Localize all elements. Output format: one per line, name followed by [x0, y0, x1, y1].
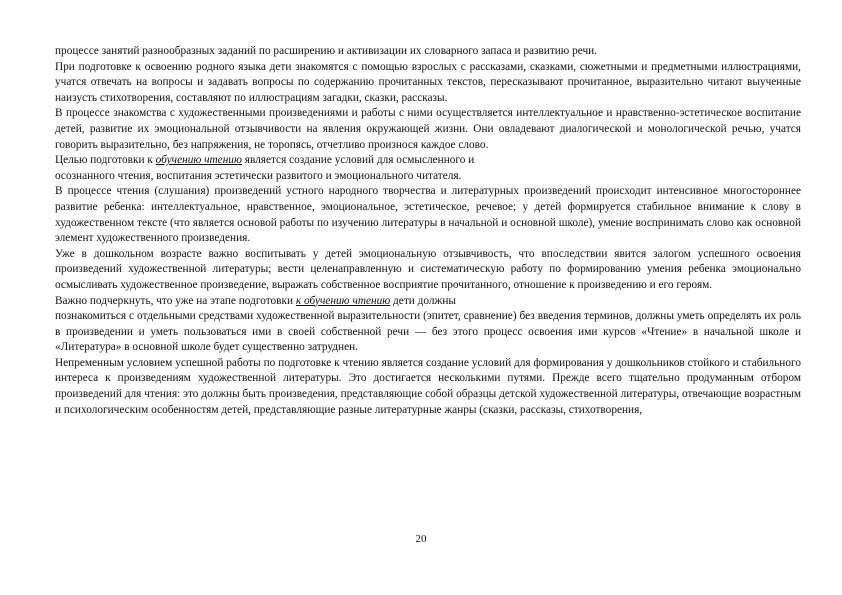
- paragraph-3: В процессе знакомства с художественными произведениями и работы с ними осуществляется интеллектуальное и нравственно-эстетическое воспитание детей, развитие их эмоциональной отзывчивости на явления окружающей жизни. Они овладевают диалогической и монологической речью, учатся говорить выразительно, без напряжения, не торопясь, отчетливо произнося каждое слово.: [55, 107, 801, 151]
- body-text: [55, 44, 801, 418]
- page-number: 20: [415, 533, 427, 545]
- paragraph-4-lead: Целью подготовки к: [55, 154, 156, 167]
- paragraph-1: процессе занятий разнообразных заданий по расширению и активизации их словарного запаса и развитию речи.: [55, 45, 598, 57]
- paragraph-10: Непременным условием успешной работы по подготовке к чтению является создание условий для формирования у дошкольников стойкого и стабильного интереса к произведениям художественной литературы. Это достигается несколькими путями. Прежде всего тщательно продуманным отбором произведений для чтения: это должны быть произведения, представляющие собой образцы детской художественной литературы, отвечающие возрастным и психологическим особенностям детей, представляющие разные литературные жанры (сказки, рассказы, стихотворения,: [55, 356, 801, 416]
- emphasis-to-reading-training: к обучению чтению: [295, 294, 391, 307]
- paragraph-5: осознанного чтения, воспитания эстетически развитого и эмоционального читателя.: [55, 169, 462, 182]
- emphasis-reading-training: обучению чтению: [155, 154, 242, 167]
- paragraph-4-tail: является создание условий для осмысленного и: [241, 154, 475, 167]
- paragraph-6: В процессе чтения (слушания) произведений устного народного творчества и литературных произведений происходит интенсивное многостороннее развитие ребенка: интеллектуальное, нравственное, эмоциональное, эстетическое, речевое; у детей формируется стабильное внимание к слову в художественном тексте (что является основой работы по изучению литературы в начальной и основной школе), умение воспринимать слово как основной элемент художественного произведения.: [55, 185, 801, 245]
- paragraph-7: Уже в дошкольном возрасте важно воспитывать у детей эмоциональную отзывчивость, что впоследствии явится залогом успешного освоения произведений художественной литературы; вести целенаправленную и систематическую работу по формированию умения ребенка эмоционально осмысливать художественное произведение, выражать собственное восприятие прочитанного, отношение к произведению и его героям.: [55, 247, 801, 291]
- paragraph-4: [55, 153, 801, 169]
- paragraph-8-tail: дети должны: [390, 294, 456, 307]
- paragraph-2: При подготовке к освоению родного языка дети знакомятся с помощью взрослых с рассказами, сказками, сюжетными и предметными иллюстрациями, учатся отвечать на вопросы и задавать вопросы по содержанию прочитанных текстов, пересказывают прочитанное, выразительно читают выученные наизусть стихотворения, составляют по иллюстрациям загадки, сказки, рассказы.: [55, 60, 801, 104]
- paragraph-8: [55, 294, 801, 310]
- paragraph-9: познакомиться с отдельными средствами художественной выразительности (эпитет, сравнение) без введения терминов, должны уметь определять их роль в произведении и уметь пользоваться ими в своей собственной речи — без этого процесс освоения ими курсов «Чтение» в начальной школе и «Литература» в основной школе будет существенно затруднен.: [55, 310, 801, 354]
- paragraph-8-lead: Важно подчеркнуть, что уже на этапе подготовки: [55, 294, 296, 307]
